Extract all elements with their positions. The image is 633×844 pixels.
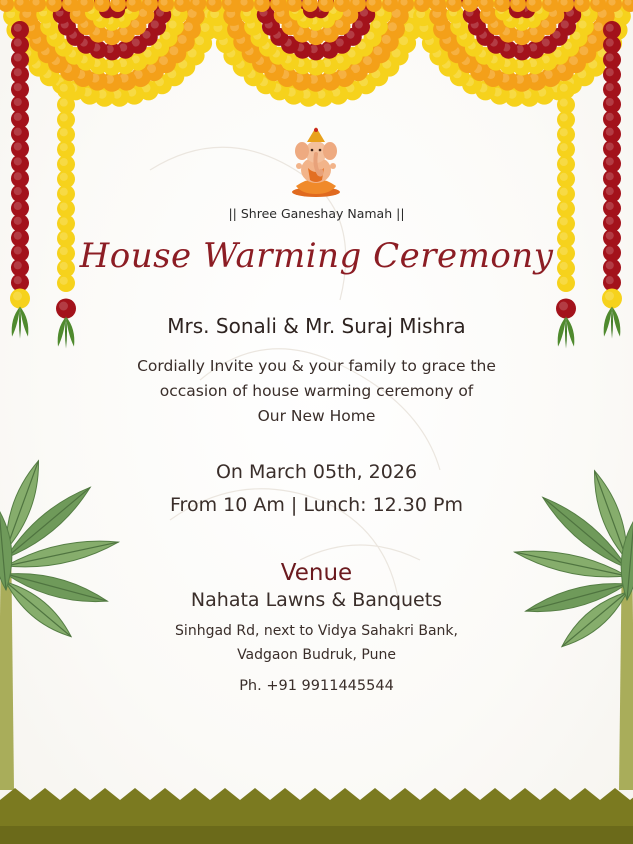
host-names: Mrs. Sonali & Mr. Suraj Mishra — [167, 314, 466, 338]
invite-line-1: Cordially Invite you & your family to grace the — [137, 357, 496, 375]
contact-phone: Ph. +91 9911445544 — [239, 678, 394, 694]
greeting-text: || Shree Ganeshay Namah || — [228, 206, 405, 221]
venue-heading: Venue — [280, 560, 353, 586]
ceremony-title: House Warming Ceremony — [79, 236, 554, 276]
venue-address-line-1: Sinhgad Rd, next to Vidya Sahakri Bank, — [175, 623, 458, 639]
venue-address-line-2: Vadgaon Budruk, Pune — [237, 647, 396, 663]
invite-message — [0, 354, 633, 429]
invite-line-3: Our New Home — [257, 407, 376, 425]
invite-line-2: occasion of house warming ceremony of — [159, 382, 474, 400]
event-time: From 10 Am | Lunch: 12.30 Pm — [170, 494, 463, 516]
event-date: On March 05th, 2026 — [215, 461, 418, 483]
venue-name: Nahata Lawns & Banquets — [190, 589, 443, 611]
